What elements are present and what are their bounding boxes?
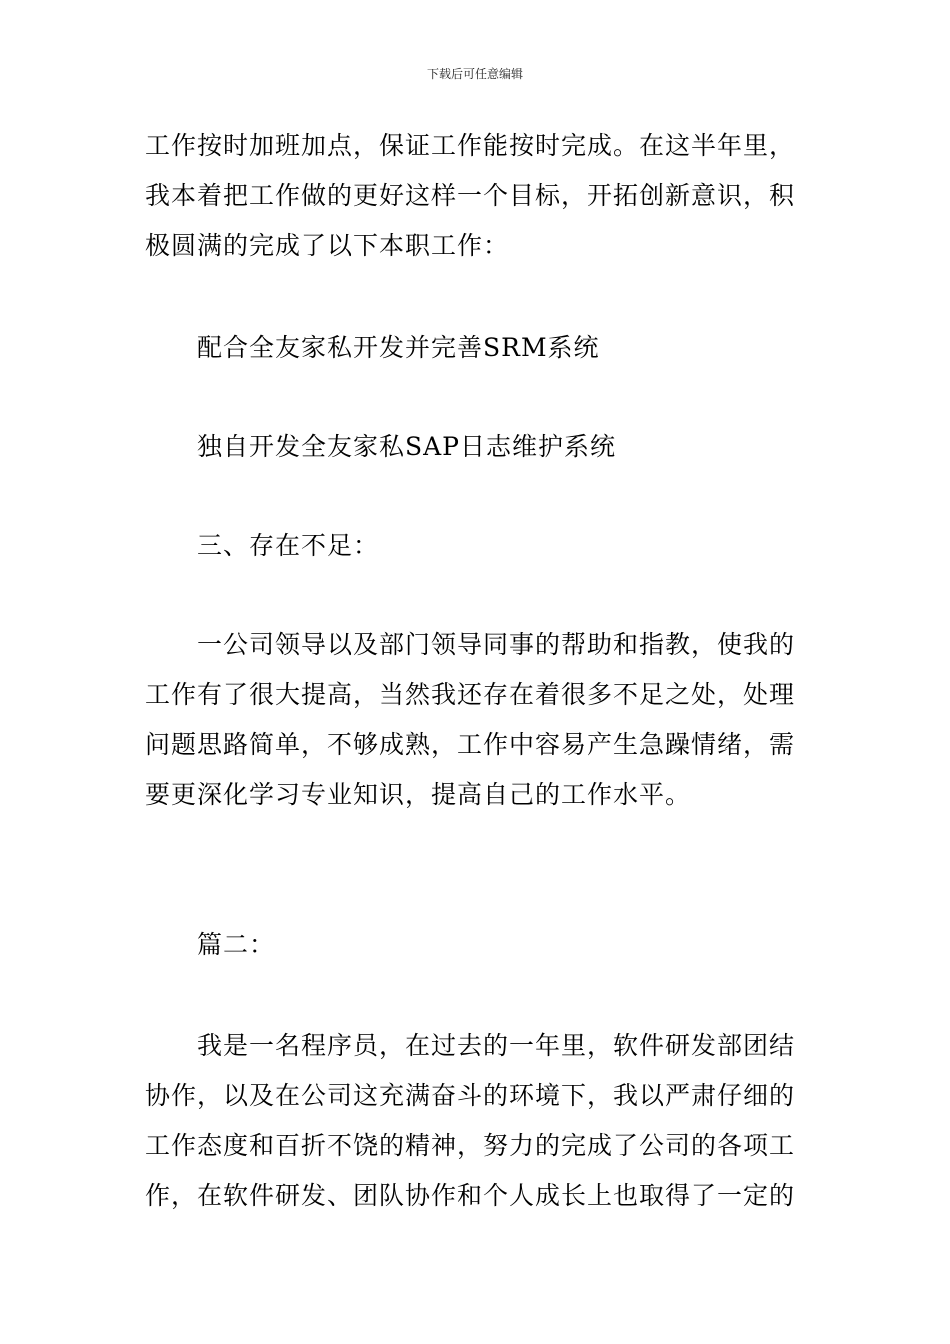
text-line: 工作按时加班加点，保证工作能按时完成。在这半年里， bbox=[145, 131, 796, 160]
text-line: 我本着把工作做的更好这样一个目标，开拓创新意识，积 bbox=[145, 181, 796, 210]
text-line: 篇二： bbox=[197, 930, 276, 959]
text-line: 独自开发全友家私SAP日志维护系统 bbox=[197, 432, 617, 461]
text-line: 协作，以及在公司这充满奋斗的环境下，我以严肃仔细的 bbox=[145, 1081, 796, 1110]
section-heading-part-two bbox=[145, 920, 810, 970]
text-line: 三、存在不足： bbox=[197, 531, 380, 560]
paragraph-continuation bbox=[145, 121, 810, 271]
text-line: 作，在软件研发、团队协作和个人成长上也取得了一定的 bbox=[145, 1181, 796, 1210]
text-line: 一公司领导以及部门领导同事的帮助和指教，使我的 bbox=[197, 630, 796, 659]
text-line: 配合全友家私开发并完善SRM系统 bbox=[197, 333, 600, 362]
work-item-sap bbox=[145, 422, 810, 472]
section-heading-shortcomings bbox=[145, 521, 810, 571]
text-line: 工作有了很大提高，当然我还存在着很多不足之处，处理 bbox=[145, 680, 796, 709]
text-line: 极圆满的完成了以下本职工作： bbox=[145, 231, 510, 260]
work-item-srm bbox=[145, 323, 810, 373]
header-note: 下载后可任意编辑 bbox=[426, 67, 523, 81]
text-line: 问题思路简单，不够成熟，工作中容易产生急躁情绪，需 bbox=[145, 730, 796, 759]
text-line: 工作态度和百折不饶的精神，努力的完成了公司的各项工 bbox=[145, 1131, 796, 1160]
text-line: 要更深化学习专业知识，提高自己的工作水平。 bbox=[145, 780, 692, 809]
paragraph-shortcomings bbox=[145, 620, 810, 820]
paragraph-part-two bbox=[145, 1021, 810, 1221]
text-line: 我是一名程序员，在过去的一年里，软件研发部团结 bbox=[197, 1031, 796, 1060]
